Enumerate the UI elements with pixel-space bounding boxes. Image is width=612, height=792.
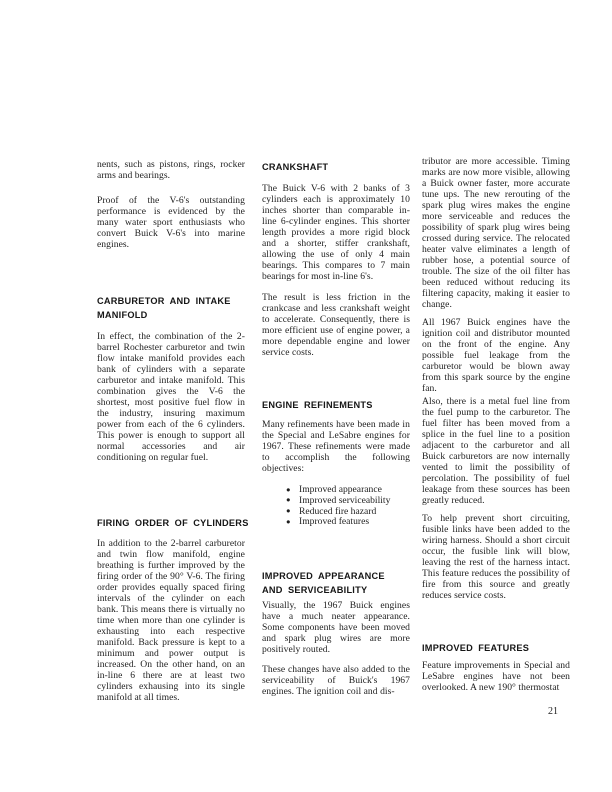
body-paragraph: Feature improvements in Special and LeSabre engines have not been overlooked. A new 190° thermostat (422, 660, 570, 693)
section-heading-firing-order-of-cylinders: FIRING ORDER OF CYLINDERS (97, 518, 249, 528)
bullet-icon: ● (286, 506, 291, 516)
section-heading-improved-features: IMPROVED FEATURES (422, 643, 530, 653)
body-paragraph: To help prevent short circuiting, fusible links have been added to the wiring harness. Should a short circuit occur, the fusible link will blow, leaving the rest of the harness intact. This feature reduces the possibility of fire from this source and greatly reduces service costs. (422, 513, 570, 601)
body-paragraph: All 1967 Buick engines have the ignition coil and distributor mounted on the front of the engine. Any possible fuel leakage from the carburetor would be blown away from this spark source by the engine fan. (422, 317, 570, 394)
bullet-icon: ● (286, 484, 291, 494)
body-paragraph: The result is less friction in the crankcase and less crankshaft weight to accelerate. Consequently, there is more efficient use of engine power, a more dependable engine and lower service costs. (262, 292, 410, 358)
column-right (422, 0, 570, 792)
bullet-item: ● Improved serviceability (286, 494, 391, 506)
body-paragraph: Also, there is a metal fuel line from the fuel pump to the carburetor. The fuel filter has been moved from a splice in the fuel line to a position adjacent to the carburetor and all Buick carburetors are now internally vented to limit the possibility of percolation. The possibility of fuel leakage from these sources has been greatly reduced. (422, 396, 570, 506)
body-paragraph: Visually, the 1967 Buick engines have a much neater appearance. Some components have been moved and spark plug wires are more positively routed. (262, 600, 410, 655)
body-paragraph: nents, such as pistons, rings, rocker arms and bearings. (97, 159, 245, 181)
body-paragraph: Many refinements have been made in the Special and LeSabre engines for 1967. These refinements were made to accomplish the following objectives: (262, 419, 410, 474)
bullet-item: ● Improved appearance (286, 484, 382, 495)
body-paragraph: Proof of the V-6's outstanding performance is evidenced by the many water sport enthusiasts who convert Buick V-6's into marine engines. (97, 195, 245, 250)
body-paragraph: In addition to the 2-barrel carburetor and twin flow manifold, engine breathing is further improved by the firing order of the 90° V-6. The firing order provides equally spaced firing intervals of the cylinder on each bank. This means there is virtually no time when more than one cylinder is exhausting into each respective manifold. Back pressure is kept to a minimum and power output is increased. On the other hand, on an in-line 6 there are at least two cylinders exhausing into its single manifold at all times. (97, 538, 245, 703)
body-paragraph: In effect, the combination of the 2-barrel Rochester carburetor and twin flow intake manifold provides each bank of cylinders with a separate carburetor and intake manifold. This combination gives the V-6 the shortest, most positive fuel flow in the industry, insuring maximum power from each of the 6 cylinders. This power is enough to support all normal accessories and air conditioning on regular fuel. (97, 331, 245, 463)
body-paragraph: These changes have also added to the serviceability of Buick's 1967 engines. The ignition coil and dis- (262, 664, 410, 697)
objectives-bullet-list (286, 485, 410, 528)
body-paragraph: tributor are more accessible. Timing marks are now more visible, allowing a Buick owner faster, more accurate tune ups. The new rerouting of the spark plug wires makes the engine more serviceable and reduces the possibility of spark plug wires being crossed during service. The relocated heater valve eliminates a length of rubber hose, a potential source of trouble. The size of the oil filter has been reduced without reducing its filtering capacity, making it easier to change. (422, 156, 570, 310)
bullet-item: ● Reduced fire hazard (286, 505, 377, 517)
section-heading-improved-appearance-and-serviceability: IMPROVED APPEARANCE AND SERVICEABILITY (262, 571, 385, 595)
section-heading-engine-refinements: ENGINE REFINEMENTS (262, 400, 373, 410)
page-number: 21 (548, 706, 558, 717)
bullet-icon: ● (286, 495, 291, 505)
bullet-icon: ● (286, 516, 291, 526)
section-heading-carburetor-and-intake-manifold: CARBURETOR AND INTAKE MANIFOLD (97, 296, 231, 320)
column-middle (262, 0, 410, 792)
bullet-item: ● Improved features (286, 516, 370, 528)
section-heading-crankshaft: CRANKSHAFT (262, 162, 329, 172)
body-paragraph: The Buick V-6 with 2 banks of 3 cylinders each is approximately 10 inches shorter than comparable in-line 6-cylinder engines. This shorter length provides a more rigid block and a shorter, stiffer crankshaft, allowing the use of only 4 main bearings. This compares to 7 main bearings for most in-line 6's. (262, 183, 410, 282)
column-left (97, 0, 249, 792)
